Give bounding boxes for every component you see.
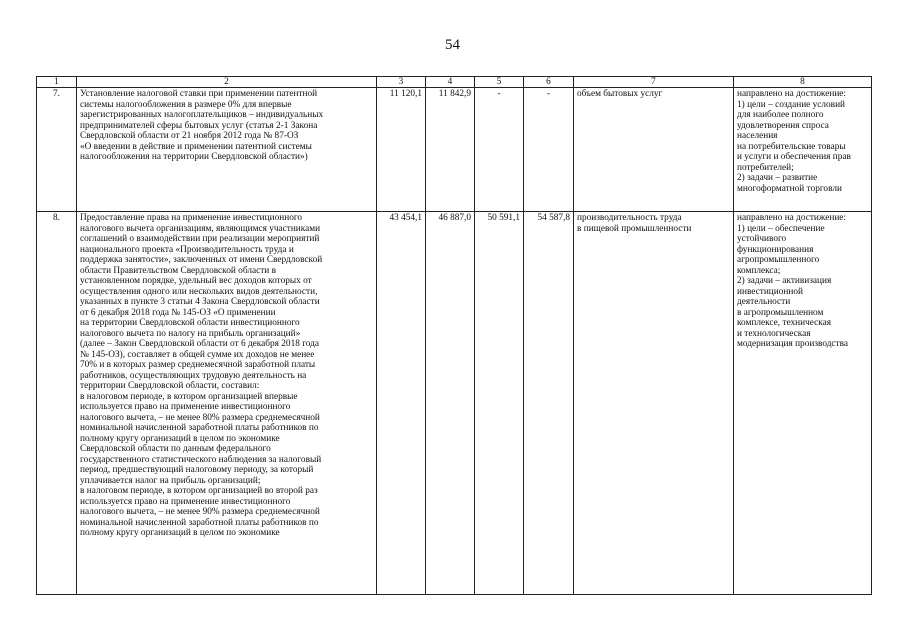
- row-value-col4: 46 887,0: [426, 212, 475, 595]
- column-header-8: 8: [734, 77, 872, 88]
- row-goal: направлено на достижение: 1) цели – создание условий для наиболее полного удовлетворения спроса населения на потребительские товары и услуги и обеспечения прав потребителей; 2) задачи – развитие многоформатной торговли: [734, 88, 872, 212]
- column-header-1: 1: [37, 77, 77, 88]
- column-header-3: 3: [377, 77, 426, 88]
- row-value-col6: 54 587,8: [524, 212, 574, 595]
- row-number: 8.: [37, 212, 77, 595]
- row-value-col6: -: [524, 88, 574, 212]
- row-value-col3: 11 120,1: [377, 88, 426, 212]
- row-indicator: объем бытовых услуг: [574, 88, 734, 212]
- row-goal: направлено на достижение: 1) цели – обеспечение устойчивого функционирования агропромышленного комплекса; 2) задачи – активизация инвестиционной деятельности в агропромышленном комплексе, техническая и технологическая модернизация производства: [734, 212, 872, 595]
- column-header-6: 6: [524, 77, 574, 88]
- table-header-row: [37, 77, 872, 88]
- column-header-2: 2: [77, 77, 377, 88]
- data-table: [36, 76, 872, 595]
- column-header-7: 7: [574, 77, 734, 88]
- column-header-4: 4: [426, 77, 475, 88]
- row-indicator: производительность труда в пищевой промышленности: [574, 212, 734, 595]
- row-value-col4: 11 842,9: [426, 88, 475, 212]
- row-value-col5: 50 591,1: [475, 212, 524, 595]
- column-header-5: 5: [475, 77, 524, 88]
- table-row: [37, 88, 872, 212]
- table-row: [37, 212, 872, 595]
- page-number: 54: [445, 37, 460, 53]
- row-description: Установление налоговой ставки при применении патентной системы налогообложения в размере 0% для впервые зарегистрированных налогоплательщиков – индивидуальных предпринимателей сферы бытовых услуг (статья 2-1 Закона Свердловской области от 21 ноября 2012 года № 87-ОЗ «О введении в действие и применении патентной системы налогообложения на территории Свердловской области»): [77, 88, 377, 212]
- row-value-col5: -: [475, 88, 524, 212]
- row-value-col3: 43 454,1: [377, 212, 426, 595]
- row-number: 7.: [37, 88, 77, 212]
- row-description: Предоставление права на применение инвестиционного налогового вычета организациям, являющимся участниками соглашений о взаимодействии при реализации мероприятий национального проекта «Производительность труда и поддержка занятости», заключенных от имени Свердловской области Правительством Свердловской области в установленном порядке, удельный вес доходов которых от осуществления одного или нескольких видов деятельности, указанных в пункте 3 статьи 4 Закона Свердловской области от 6 декабря 2018 года № 145-ОЗ «О применении на территории Свердловской области инвестиционного налогового вычета по налогу на прибыль организаций» (далее – Закон Свердловской области от 6 декабря 2018 года № 145-ОЗ), составляет в общей сумме их доходов не менее 70% и в которых размер среднемесячной заработной платы работников, осуществляющих трудовую деятельность на территории Свердловской области, составил: в налоговом периоде, в котором организацией впервые используется право на применение инвестиционного налогового вычета, – не менее 80% размера среднемесячной номинальной начисленной заработной платы работников по полному кругу организаций в целом по экономике Свердловской области по данным федерального государственного статистического наблюдения за налоговый период, предшествующий налоговому периоду, за который уплачивается налог на прибыль организаций; в налоговом периоде, в котором организацией во второй раз используется право на применение инвестиционного налогового вычета, – не менее 90% размера среднемесячной номинальной начисленной заработной платы работников по полному кругу организаций в целом по экономике: [77, 212, 377, 595]
